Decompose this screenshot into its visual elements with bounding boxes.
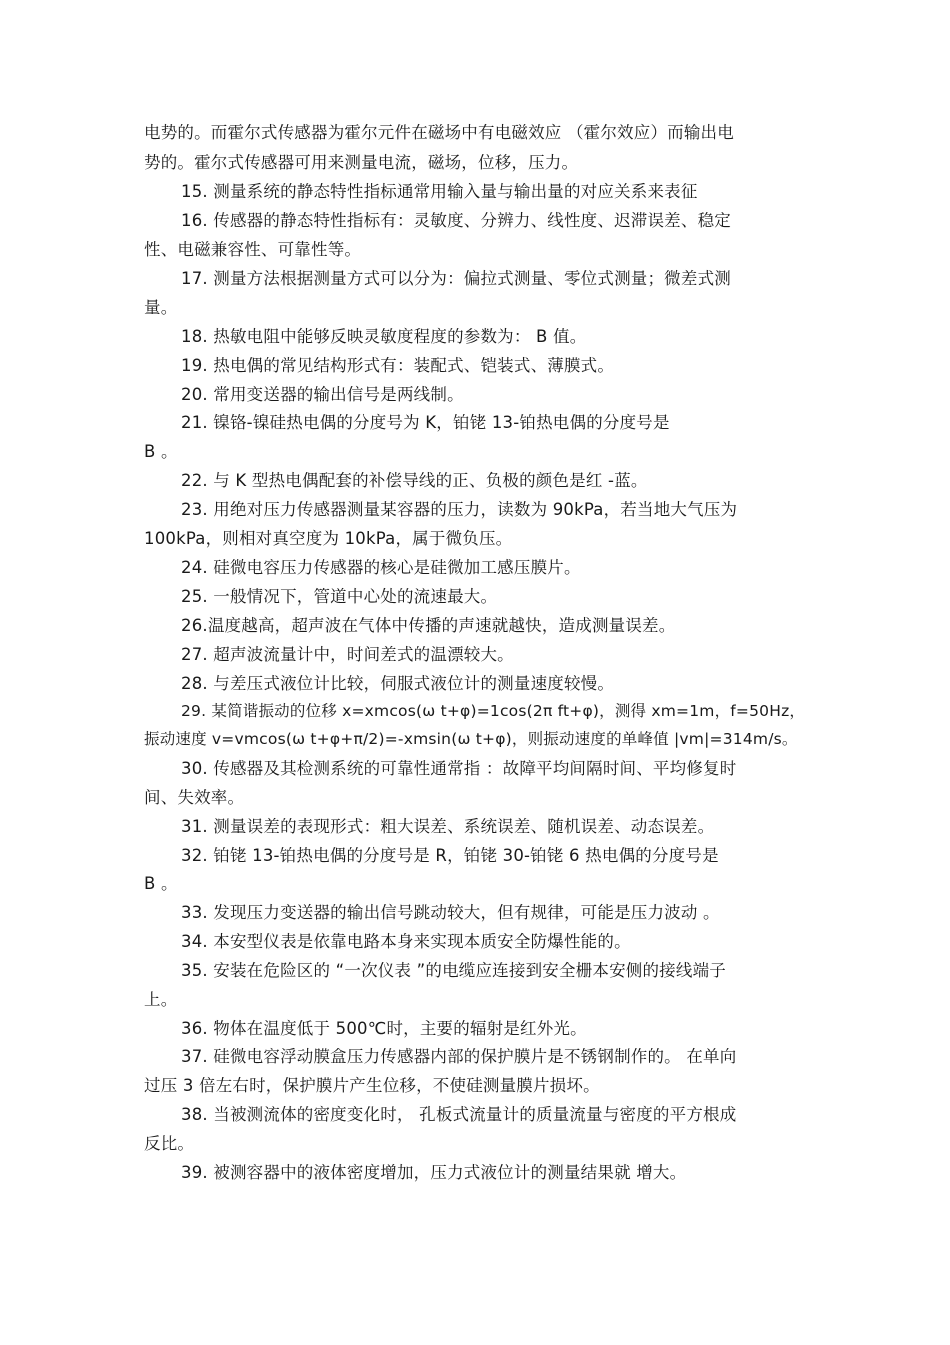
text-line: 29. 某简谐振动的位移 x=xmcos(ω t+φ)=1cos(2π ft+φ)，测得 xm=1m，f=50Hz， [181,702,806,720]
text-line: 39. 被测容器中的液体密度增加，压力式液位计的测量结果就 增大。 [181,1163,687,1182]
text-line: 28. 与差压式液位计比较，伺服式液位计的测量速度较慢。 [181,674,615,693]
text-line: 间、失效率。 [144,788,245,807]
text-line: 34. 本安型仪表是依靠电路本身来实现本质安全防爆性能的。 [181,932,631,951]
text-line: 25. 一般情况下，管道中心处的流速最大。 [181,587,498,606]
text-line: 27. 超声波流量计中，时间差式的温漂较大。 [181,645,514,664]
text-line: B 。 [144,874,178,893]
text-line: 38. 当被测流体的密度变化时， 孔板式流量计的质量流量与密度的平方根成 [181,1105,737,1124]
text-line: 23. 用绝对压力传感器测量某容器的压力，读数为 90kPa，若当地大气压为 [181,500,738,519]
text-line: 31. 测量误差的表现形式：粗大误差、系统误差、随机误差、动态误差。 [181,817,715,836]
text-line: 100kPa，则相对真空度为 10kPa，属于微负压。 [144,529,513,548]
text-line: 振动速度 v=vmcos(ω t+φ+π/2)=-xmsin(ω t+φ)，则振动速度的单峰值 |vm|=314m/s。 [144,730,798,748]
text-line: 20. 常用变送器的输出信号是两线制。 [181,385,464,404]
text-line: 19. 热电偶的常见结构形式有：装配式、铠装式、薄膜式。 [181,356,615,375]
text-line: 21. 镍铬-镍硅热电偶的分度号为 K，铂铑 13-铂热电偶的分度号是 [181,413,670,432]
text-line: 18. 热敏电阻中能够反映灵敏度程度的参数为： B 值。 [181,327,587,346]
text-line: 26.温度越高，超声波在气体中传播的声速就越快，造成测量误差。 [181,616,676,635]
text-line: 上。 [144,990,178,1009]
text-line: 电势的。而霍尔式传感器为霍尔元件在磁场中有电磁效应 （霍尔效应）而输出电 [144,123,734,142]
text-line: 36. 物体在温度低于 500℃时，主要的辐射是红外光。 [181,1019,587,1038]
text-line: 32. 铂铑 13-铂热电偶的分度号是 R，铂铑 30-铂铑 6 热电偶的分度号是 [181,846,719,865]
text-line: 30. 传感器及其检测系统的可靠性通常指 ：故障平均间隔时间、平均修复时 [181,759,737,778]
text-line: 33. 发现压力变送器的输出信号跳动较大，但有规律，可能是压力波动 。 [181,903,720,922]
text-line: 37. 硅微电容浮动膜盒压力传感器内部的保护膜片是不锈钢制作的。 在单向 [181,1047,737,1066]
text-line: 22. 与 K 型热电偶配套的补偿导线的正、负极的颜色是红 -蓝。 [181,471,648,490]
text-line: 势的。霍尔式传感器可用来测量电流，磁场，位移，压力。 [144,153,579,172]
text-line: 35. 安装在危险区的 “一次仪表 ”的电缆应连接到安全栅本安侧的接线端子 [181,961,726,980]
text-line: 过压 3 倍左右时，保护膜片产生位移，不使硅测量膜片损坏。 [144,1076,600,1095]
text-line: 24. 硅微电容压力传感器的核心是硅微加工感压膜片。 [181,558,581,577]
text-line: B 。 [144,442,178,461]
text-line: 16. 传感器的静态特性指标有：灵敏度、分辨力、线性度、迟滞误差、稳定 [181,211,731,230]
text-line: 反比。 [144,1134,195,1153]
text-line: 性、电磁兼容性、可靠性等。 [144,240,362,259]
text-line: 15. 测量系统的静态特性指标通常用输入量与输出量的对应关系来表征 [181,182,698,201]
text-line: 17. 测量方法根据测量方式可以分为：偏拉式测量、零位式测量；微差式测 [181,269,731,288]
text-line: 量。 [144,298,178,317]
